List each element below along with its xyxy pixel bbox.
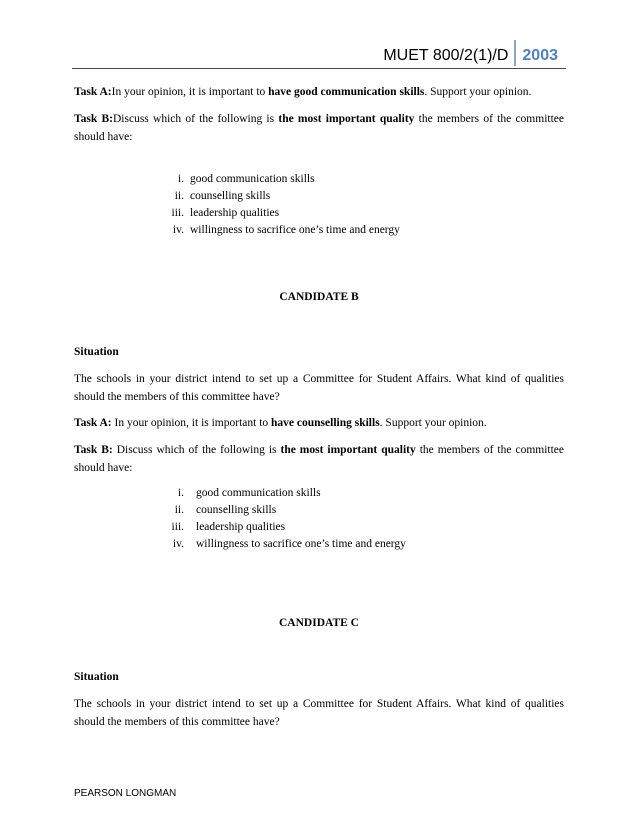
list-item: iii. leadership qualities <box>171 521 286 533</box>
task-b-text-after: the members of the committee should have: <box>74 113 564 143</box>
task-a-text-after: . Support your opinion. <box>379 417 487 429</box>
task-b-bold: the most important quality <box>278 113 415 125</box>
task-b-text: Discuss which of the following is <box>112 113 279 125</box>
candidate-a-task-b <box>74 110 564 146</box>
task-a-label: Task A: <box>74 86 112 98</box>
candidate-a-options <box>150 171 400 239</box>
task-a-text: In your opinion, it is important to <box>111 417 272 429</box>
task-a-text-after: . Support your opinion. <box>424 86 532 98</box>
list-item: ii. counselling skills <box>174 504 277 516</box>
task-b-bold: the most important quality <box>280 444 416 456</box>
candidate-c-heading: CANDIDATE C <box>279 617 359 629</box>
task-a-text: In your opinion, it is important to <box>111 86 269 98</box>
candidate-a-task-a <box>74 83 564 101</box>
header-rule <box>72 68 566 69</box>
situation-label: Situation <box>74 346 119 358</box>
list-item: i. good communication skills <box>177 487 321 499</box>
footer-publisher: PEARSON LONGMAN <box>74 788 177 799</box>
candidate-b-task-b <box>74 441 564 477</box>
candidate-b-options <box>150 485 406 553</box>
list-item: iv. willingness to sacrifice one’s time and energy <box>172 538 406 550</box>
candidate-c-section <box>74 668 564 731</box>
situation-label: Situation <box>74 671 119 683</box>
list-item: ii. counselling skills <box>174 190 271 202</box>
task-a-label: Task A: <box>74 417 112 429</box>
situation-text: The schools in your district intend to set up a Committee for Student Affairs. What kind of qualities should the members of this committee have? <box>74 698 564 728</box>
list-item: iii. leadership qualities <box>171 207 280 219</box>
list-item: i. good communication skills <box>177 173 315 185</box>
task-b-text: Discuss which of the following is <box>112 444 281 456</box>
task-b-label: Task B: <box>74 444 113 456</box>
candidate-b-task-a <box>74 414 564 432</box>
candidate-a-tasks <box>74 83 564 146</box>
situation-text: The schools in your district intend to set up a Committee for Student Affairs. What kind of qualities should the members of this committee have? <box>74 373 564 403</box>
list-item: iv. willingness to sacrifice one’s time and energy <box>172 224 400 236</box>
exam-year: 2003 <box>522 47 558 64</box>
candidate-b-section <box>74 343 564 477</box>
header-separator <box>514 40 516 66</box>
task-b-text-after: the members of the committee should have: <box>74 444 564 474</box>
task-a-bold: have counselling skills <box>271 417 380 429</box>
candidate-b-heading: CANDIDATE B <box>279 291 359 303</box>
exam-code: MUET 800/2(1)/D <box>383 47 509 64</box>
task-a-bold: have good communication skills <box>268 86 425 98</box>
page-header <box>383 40 558 66</box>
task-b-label: Task B: <box>74 113 113 125</box>
